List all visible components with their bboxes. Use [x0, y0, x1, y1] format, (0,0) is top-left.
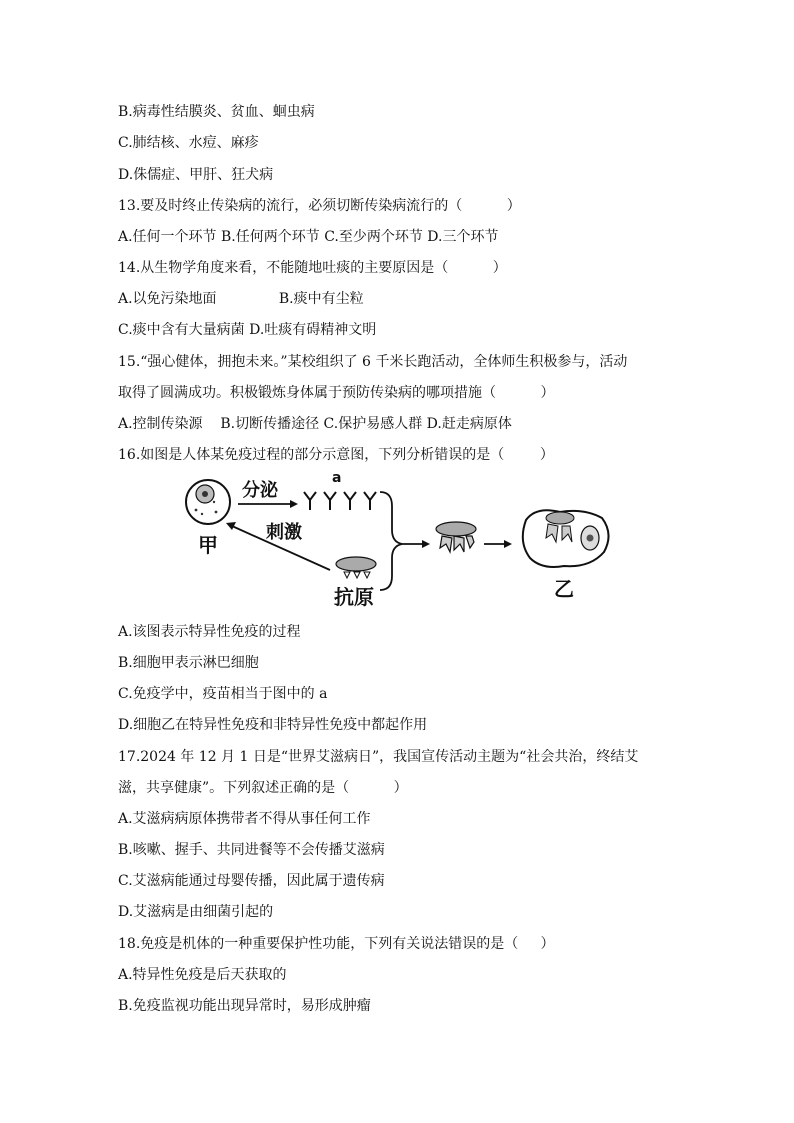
- option-18a: A.特异性免疫是后天获取的: [118, 967, 287, 983]
- cell-yi: [523, 510, 609, 567]
- options-14-ab: A.以免污染地面 B.痰中有尘粒: [118, 291, 364, 307]
- option-17a: A.艾滋病病原体携带者不得从事任何工作: [118, 811, 371, 827]
- option-17d: D.艾滋病是由细菌引起的: [118, 904, 274, 920]
- option-17c: C.艾滋病能通过母婴传播，因此属于遗传病: [118, 873, 385, 889]
- label-stimulate: 刺激: [266, 522, 302, 543]
- option-12d: D.侏儒症、甲肝、狂犬病: [118, 167, 274, 183]
- options-13: A.任何一个环节 B.任何两个环节 C.至少两个环节 D.三个环节: [118, 229, 499, 245]
- antigen-antibody-complex: [436, 522, 476, 552]
- options-15: A.控制传染源 B.切断传播途径 C.保护易感人群 D.赶走病原体: [118, 416, 512, 432]
- label-yi: 乙: [554, 577, 574, 601]
- cell-jia: [186, 480, 230, 524]
- question-13: 13.要及时终止传染病的流行，必须切断传染病流行的（ ）: [118, 198, 521, 214]
- option-16a: A.该图表示特异性免疫的过程: [118, 624, 301, 640]
- question-16: 16.如图是人体某免疫过程的部分示意图，下列分析错误的是（ ）: [118, 447, 554, 463]
- question-15-line2: 取得了圆满成功。积极锻炼身体属于预防传染病的哪项措施（ ）: [118, 385, 555, 401]
- label-jia: 甲: [198, 533, 218, 557]
- immune-process-diagram: [180, 472, 620, 612]
- question-15-line1: 15.“强心健体，拥抱未来。”某校组织了 6 千米长跑活动，全体师生积极参与，活动: [118, 354, 628, 370]
- question-17-line2: 滋，共享健康”。下列叙述正确的是（ ）: [118, 780, 408, 796]
- option-12b: B.病毒性结膜炎、贫血、蛔虫病: [118, 104, 315, 120]
- brace: [380, 492, 402, 590]
- option-16b: B.细胞甲表示淋巴细胞: [118, 655, 259, 671]
- option-17b: B.咳嗽、握手、共同进餐等不会传播艾滋病: [118, 842, 385, 858]
- antigen-shape: [336, 557, 376, 578]
- option-16d: D.细胞乙在特异性免疫和非特异性免疫中都起作用: [118, 717, 428, 733]
- question-17-line1: 17.2024 年 12 月 1 日是“世界艾滋病日”，我国宣传活动主题为“社会共治，终结艾: [118, 749, 639, 765]
- option-18b: B.免疫监视功能出现异常时，易形成肿瘤: [118, 998, 371, 1014]
- options-14-cd: C.痰中含有大量病菌 D.吐痰有碍精神文明: [118, 322, 377, 338]
- label-antigen: 抗原: [334, 585, 374, 609]
- question-14: 14.从生物学角度来看，不能随地吐痰的主要原因是（ ）: [118, 260, 507, 276]
- label-a: a: [332, 472, 342, 486]
- question-18: 18.免疫是机体的一种重要保护性功能，下列有关说法错误的是（ ）: [118, 936, 555, 952]
- label-secrete: 分泌: [242, 480, 278, 501]
- option-16c: C.免疫学中，疫苗相当于图中的 a: [118, 686, 328, 702]
- option-12c: C.肺结核、水痘、麻疹: [118, 135, 259, 151]
- antibodies-a: [304, 492, 376, 510]
